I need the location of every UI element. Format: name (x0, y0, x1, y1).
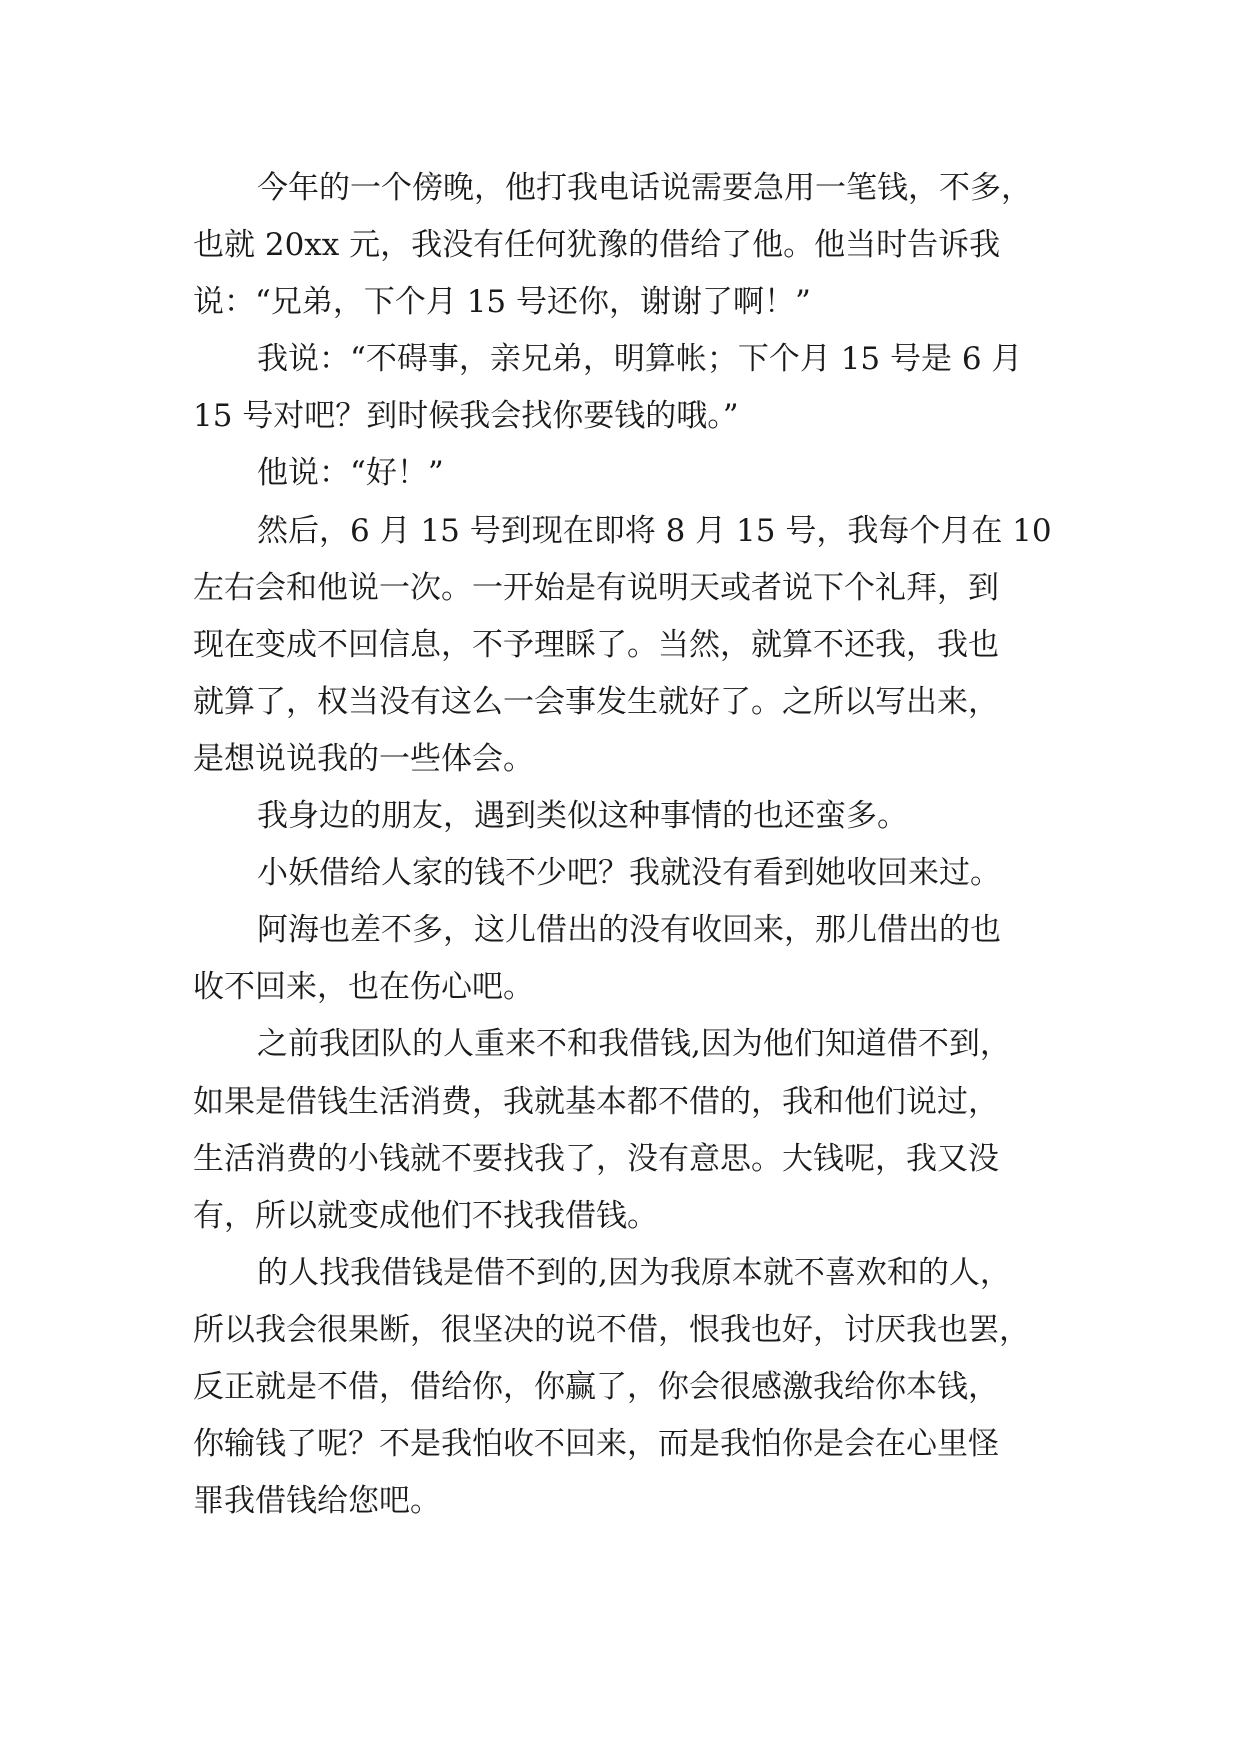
text-line: 如果是借钱生活消费，我就基本都不借的，我和他们说过， (193, 1084, 999, 1120)
text-line: 所以我会很果断，很坚决的说不借，恨我也好，讨厌我也罢， (193, 1312, 1030, 1348)
text-line: 是想说说我的一些体会。 (193, 741, 534, 777)
text-line: 生活消费的小钱就不要找我了，没有意思。大钱呢，我又没 (193, 1141, 999, 1177)
text-line: 之前我团队的人重来不和我借钱,因为他们知道借不到， (257, 1026, 1011, 1062)
text-line: 就算了，权当没有这么一会事发生就好了。之所以写出来， (193, 684, 999, 720)
text-line: 有，所以就变成他们不找我借钱。 (193, 1198, 658, 1234)
text-line: 阿海也差不多，这儿借出的没有收回来，那儿借出的也 (257, 912, 1001, 948)
text-line: 15 号对吧？到时候我会找你要钱的哦。” (193, 398, 739, 434)
text-line: 的人找我借钱是借不到的,因为我原本就不喜欢和的人， (257, 1255, 1011, 1291)
text-line: 小妖借给人家的钱不少吧？我就没有看到她收回来过。 (257, 855, 1001, 891)
text-line: 现在变成不回信息，不予理睬了。当然，就算不还我，我也 (193, 627, 999, 663)
text-line: 反正就是不借，借给你，你赢了，你会很感激我给你本钱， (193, 1369, 999, 1405)
text-line: 然后，6 月 15 号到现在即将 8 月 15 号，我每个月在 10 (257, 513, 1052, 549)
text-line: 收不回来，也在伤心吧。 (193, 969, 534, 1005)
text-line: 罪我借钱给您吧。 (193, 1483, 441, 1519)
text-line: 说：“兄弟，下个月 15 号还你，谢谢了啊！” (193, 284, 811, 320)
text-line: 今年的一个傍晚，他打我电话说需要急用一笔钱，不多， (257, 170, 1032, 206)
text-line: 你输钱了呢？不是我怕收不回来，而是我怕你是会在心里怪 (193, 1426, 999, 1462)
text-line: 我身边的朋友，遇到类似这种事情的也还蛮多。 (257, 798, 908, 834)
text-line: 我说：“不碍事，亲兄弟，明算帐；下个月 15 号是 6 月 (257, 341, 1023, 377)
text-line: 左右会和他说一次。一开始是有说明天或者说下个礼拜，到 (193, 570, 999, 606)
text-line: 他说：“好！” (257, 455, 444, 491)
text-line: 也就 20xx 元，我没有任何犹豫的借给了他。他当时告诉我 (193, 227, 1001, 263)
